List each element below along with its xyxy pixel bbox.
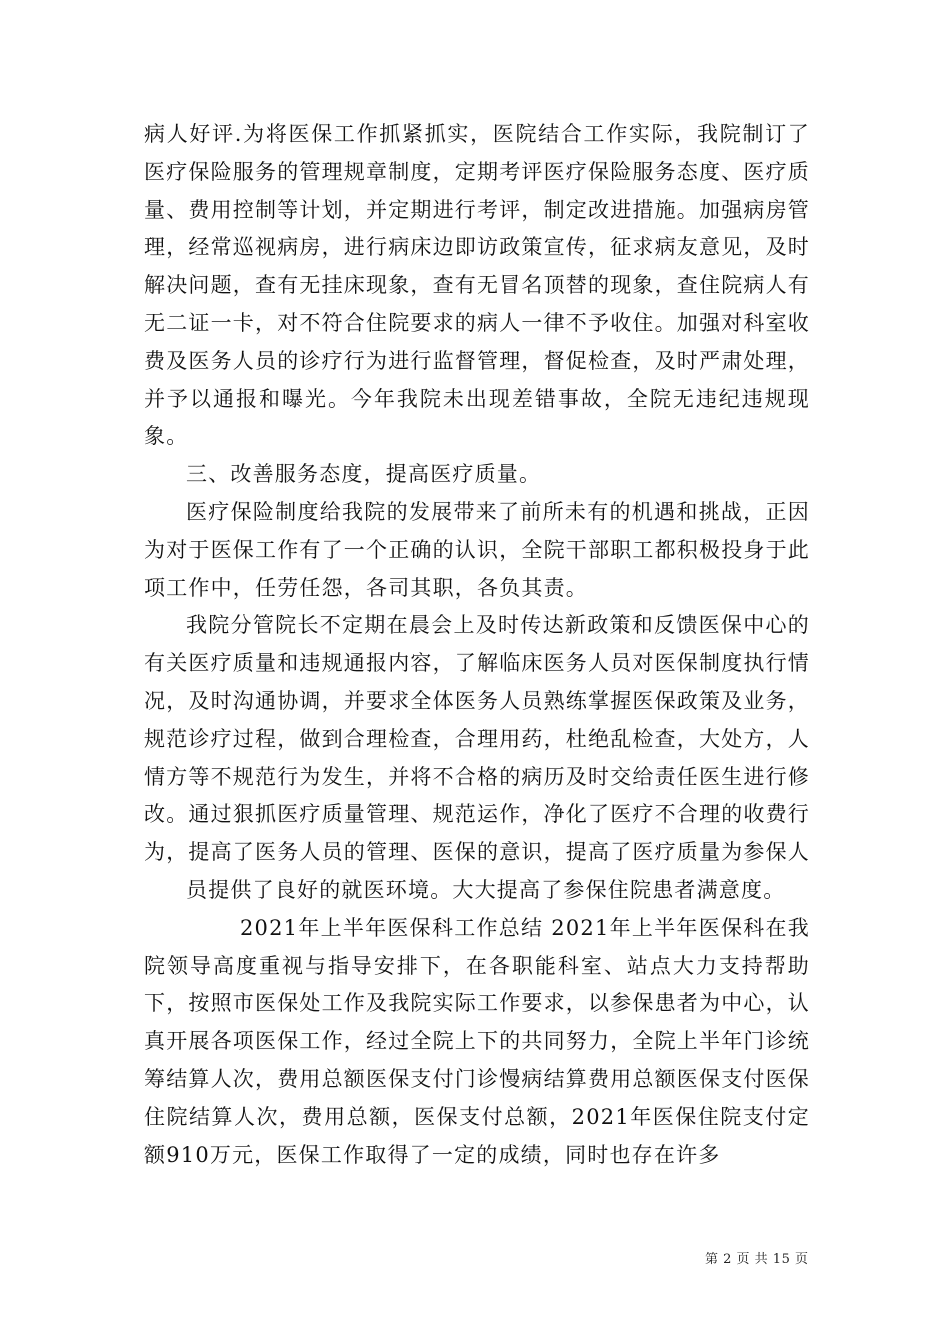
section-heading-service-quality: 三、改善服务态度，提高医疗质量。 (186, 462, 542, 487)
paragraph-insurance-opportunity: 医疗保险制度给我院的发展带来了前所未有的机遇和挑战，正因为对于医保工作有了一个正确的认识，全院干部职工都积极投身于此项工作中，任劳任怨，各司其职，各负其责。 (144, 499, 810, 600)
paragraph-vice-president-meetings: 我院分管院长不定期在晨会上及时传达新政策和反馈医保中心的有关医疗质量和违规通报内容，了解临床医务人员对医保制度执行情况，及时沟通协调，并要求全体医务人员熟练掌握医保政策及业务，规范诊疗过程，做到合理检查，合理用药，杜绝乱检查，大处方，人情方等不规范行为发生，并将不合格的病历及时交给责任医生进行修改。通过狠抓医疗质量管理、规范运作，净化了医疗不合理的收费行为，提高了医务人员的管理、医保的意识，提高了医疗质量为参保人 (144, 613, 810, 865)
paragraph-half-year-summary: 2021年上半年医保科工作总结 2021年上半年医保科在我院领导高度重视与指导安排下，在各职能科室、站点大力支持帮助下，按照市医保处工作及我院实际工作要求，以参保患者为中心，认真开展各项医保工作，经过全院上下的共同努力，全院上半年门诊统筹结算人次，费用总额医保支付门诊慢病结算费用总额医保支付医保住院结算人次，费用总额，医保支付总额，2021年医保住院支付定额910万元，医保工作取得了一定的成绩，同时也存在许多 (144, 915, 810, 1167)
paragraph-hospital-management: 病人好评.为将医保工作抓紧抓实，医院结合工作实际，我院制订了医疗保险服务的管理规章制度，定期考评医疗保险服务态度、医疗质量、费用控制等计划，并定期进行考评，制定改进措施。加强病房管理，经常巡视病房，进行病床边即访政策宣传，征求病友意见，及时解决问题，查有无挂床现象，查有无冒名顶替的现象，查住院病人有无二证一卡，对不符合住院要求的病人一律不予收住。加强对科室收费及医务人员的诊疗行为进行监督管理，督促检查，及时严肃处理，并予以通报和曝光。今年我院未出现差错事故，全院无违纪违规现象。 (144, 122, 810, 449)
document-body (144, 116, 810, 1174)
paragraph-environment-satisfaction: 员提供了良好的就医环境。大大提高了参保住院患者满意度。 (186, 877, 786, 902)
page-number-footer: 第 2 页 共 15 页 (705, 1252, 809, 1267)
